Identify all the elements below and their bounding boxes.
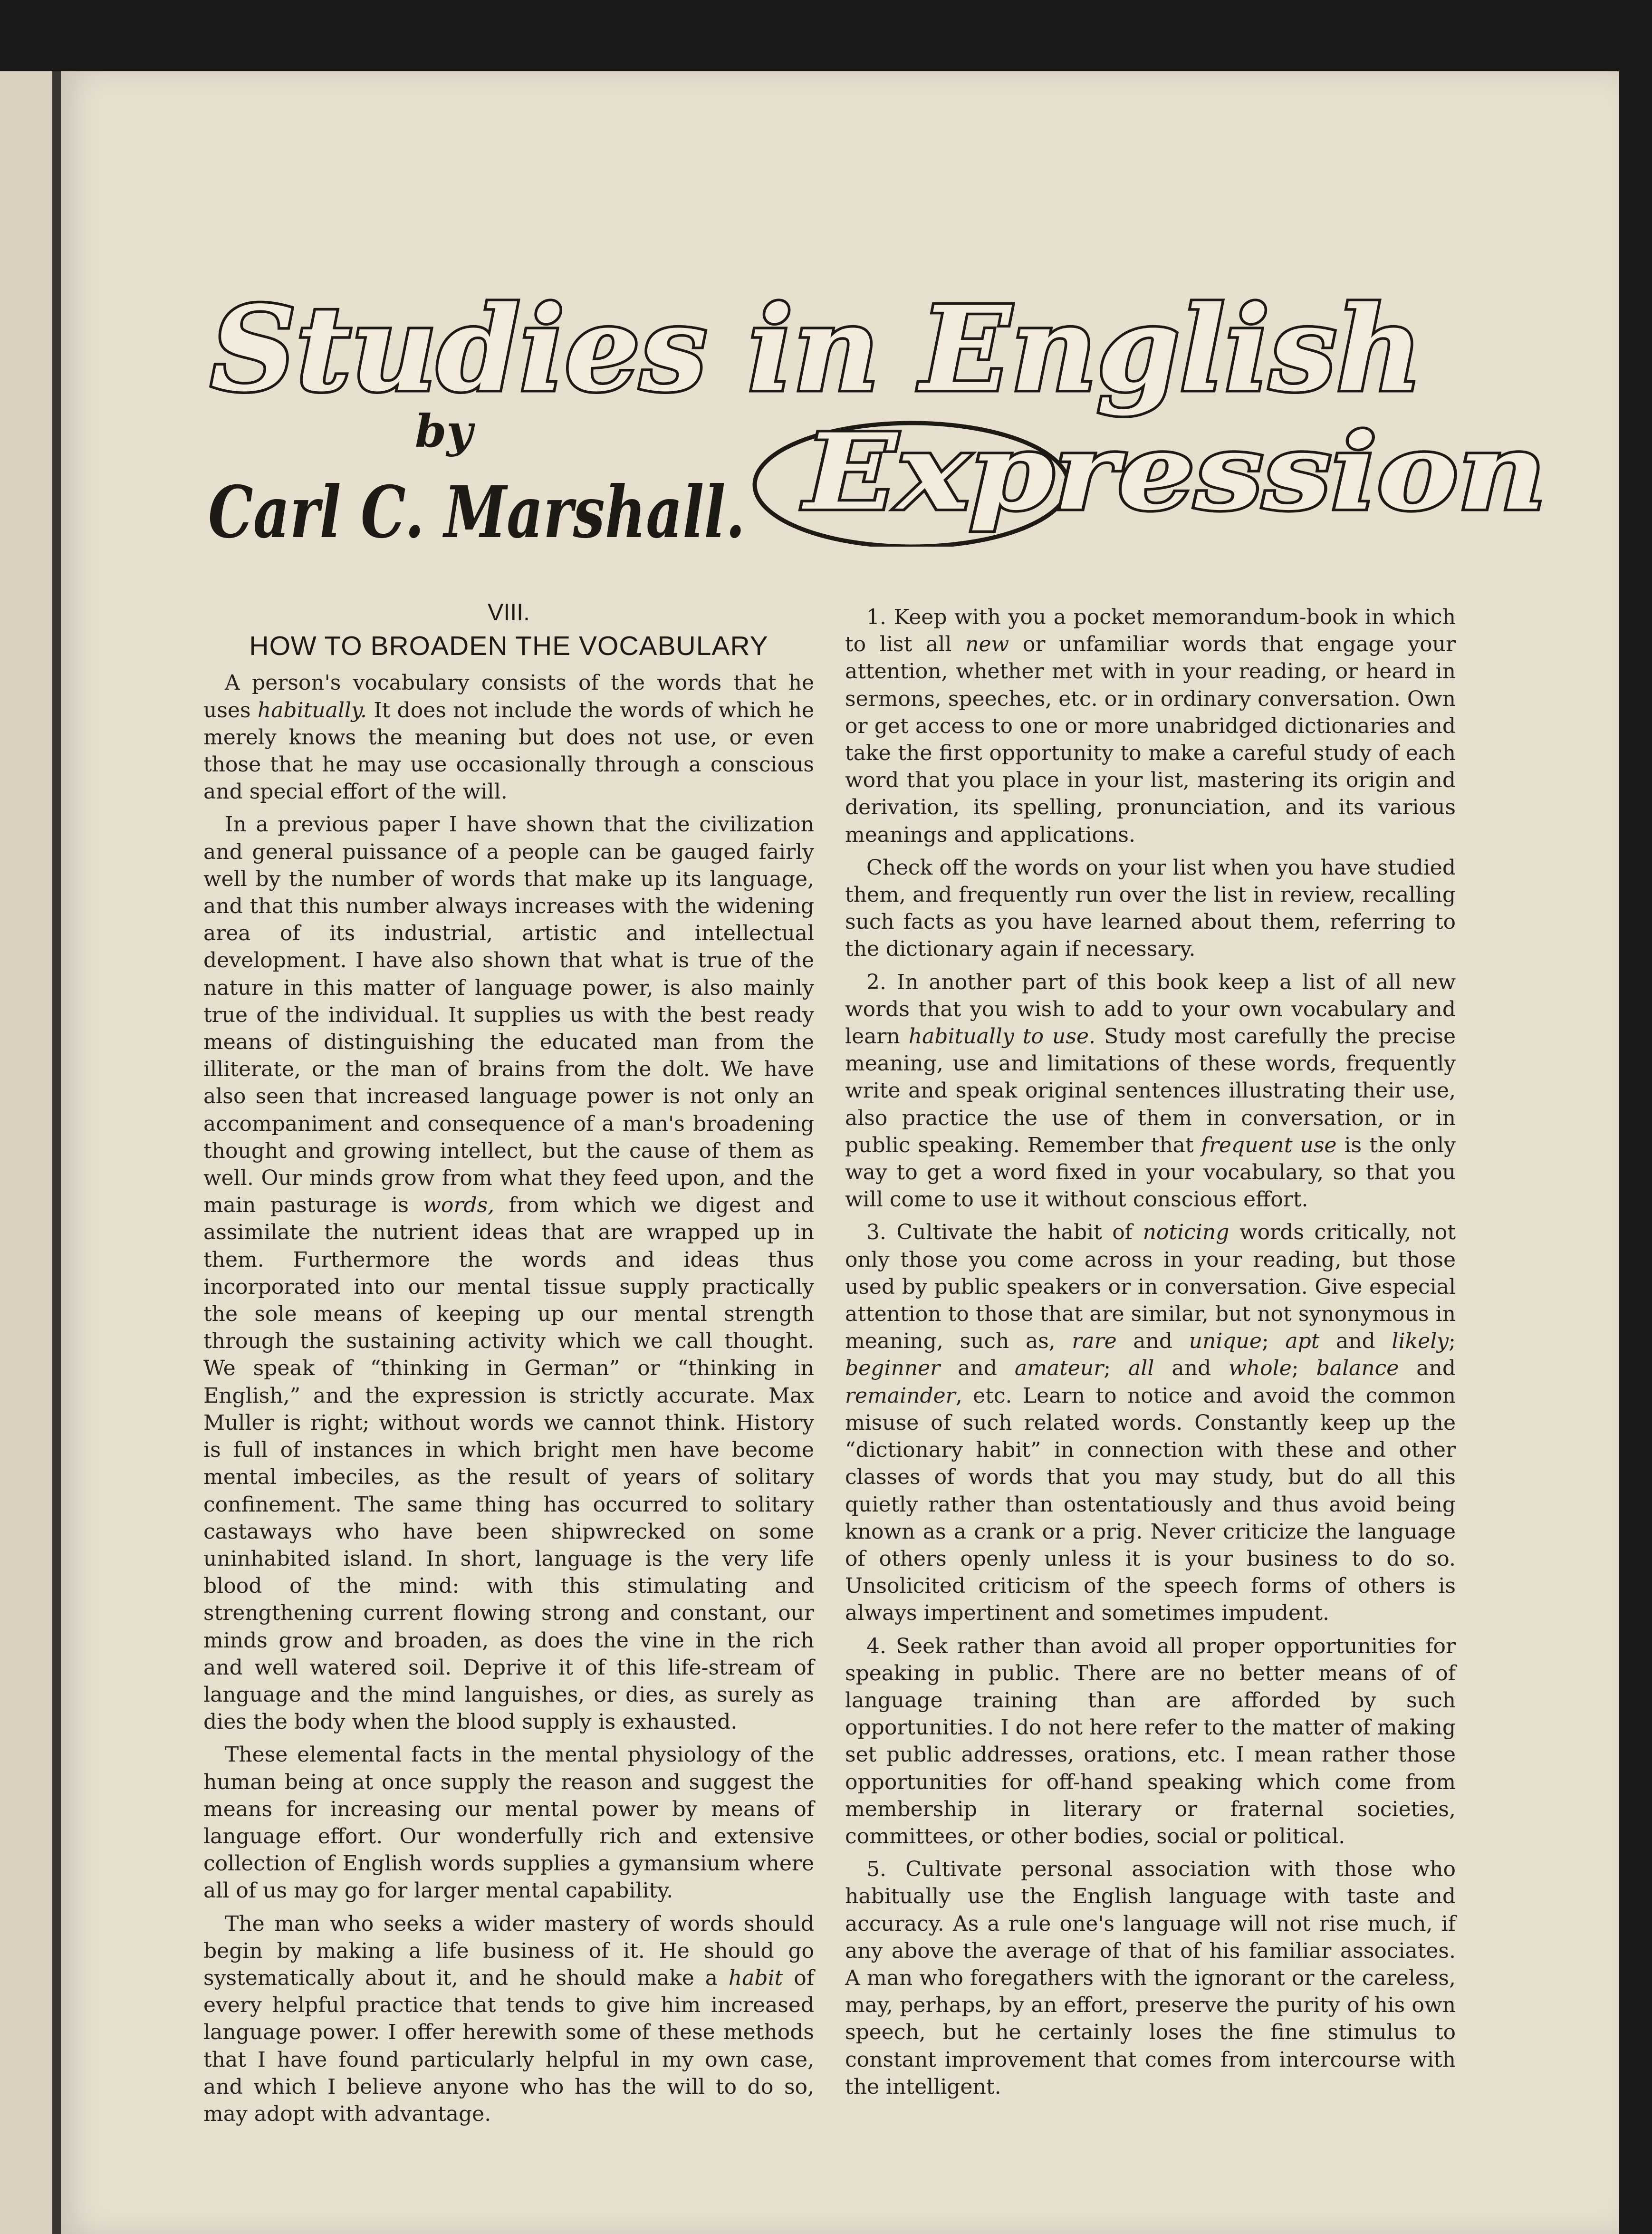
title-line-2: Expression [801,410,1546,533]
book-gutter [52,71,61,2234]
italic-text: habit [728,1965,783,1990]
previous-page-edge [0,71,52,2234]
italic-text: whole [1229,1356,1292,1381]
italic-text: habitually to use. [908,1024,1095,1049]
section-number: VIII. [488,599,530,626]
paragraph [845,1856,1456,2100]
text-run: These elemental facts in the mental physiology of the human being at once supply the reason and suggest the means for increasing our mental power by means of language effort. Our wonderfully rich and extensive collection of English words supplies a gymansium where all of us may go for larger mental capability. [203,1743,814,1903]
italic-text: new [965,632,1009,657]
text-run: and [1154,1356,1229,1381]
italic-text: rare [1072,1329,1117,1354]
paragraph [845,969,1456,1213]
paragraph [203,1741,814,1904]
text-run: and [1319,1329,1392,1354]
italic-text: all [1128,1356,1154,1381]
right-column-body [845,604,1456,2100]
section-title: HOW TO BROADEN THE VOCABULARY [249,631,768,662]
text-run: , etc. Learn to notice and avoid the common misuse of such related words. Constantly keep up the “dictionary habit” in connection with these and other classes of words that you may study, but do all this quietly rather than ostentatiously and thus avoid being known as a crank or a prig. Never criticize the language of others openly unless it is your business to do so. Unsolicited criticism of the speech forms of others is always impertinent and sometimes impudent. [845,1383,1456,1626]
text-run: It does not include the words of which he merely knows the meaning but does not use, or even those that he may use occasionally through a conscious and special effort of the will. [203,698,814,804]
text-run: A person's vocabulary consists of the words that he uses [203,671,814,722]
paragraph [845,1219,1456,1627]
article-title-lettering [61,71,1619,547]
left-column-body [203,669,814,2128]
text-run: In a previous paper I have shown that the civilization and general puissance of a people can be gauged fairly well by the number of words that make up its language, and that this number always increases with the widening area of its industrial, artistic and intellectual development. I have also shown that what is true of the nature in this matter of language power, is also mainly true of the individual. It supplies us with the best ready means of distinguishing the educated man from the illiterate, or the man of brains from the dolt. We have also seen that increased language power is not only an accompaniment and consequence of a man's broadening thought and growing intellect, but the cause of them as well. Our minds grow from what they feed upon, and the main pasturage is [203,812,814,1218]
text-run: or unfamiliar words that engage your attention, whether met with in your reading, or heard in sermons, speeches, etc. or in ordinary conversation. Own or get access to one or more unabridged dictionaries and take the first opportunity to make a careful study of each word that you place in your list, mastering its origin and derivation, its spelling, pronunciation, and its various meanings and applications. [845,632,1456,847]
italic-text: words, [423,1193,495,1218]
byline-by: by [415,405,473,458]
italic-text: noticing [1143,1220,1229,1245]
text-run: words critically, not only those you come across in your reading, but those used by public speakers or in conversation. Give especial attention to those that are similar, but not synonymous in meaning, such as, [845,1220,1456,1354]
byline-author: Carl C. Marshall. [208,471,745,547]
italic-text: apt [1285,1329,1320,1354]
text-run: The man who seeks a wider mastery of words should begin by making a life business of it. He should go systematically about it, and he should make a [203,1911,814,1990]
paragraph [845,854,1456,963]
text-run: Check off the words on your list when you have studied them, and frequently run over the list in review, recalling such facts as you have learned about them, referring to the dictionary again if necessary. [845,855,1456,962]
text-run: ; [1261,1329,1286,1354]
paragraph [203,811,814,1735]
text-run: 1. Keep with you a pocket memorandum-book in which to list all [845,605,1456,657]
text-run: 5. Cultivate personal association with those who habitually use the English language with taste and accuracy. As a rule one's language will not rise much, if any above the average of that of his familiar associates. A man who foregathers with the ignorant or the careless, may, perhaps, by an effort, preserve the purity of his own speech, but he certainly loses the fine stimulus to constant improvement that comes from intercourse with the intelligent. [845,1857,1456,2099]
italic-text: habitually. [257,698,367,722]
italic-text: likely [1392,1329,1449,1354]
text-run: 4. Seek rather than avoid all proper opportunities for speaking in public. There are no better means of of language training than are afforded by such opportunities. I do not here refer to the matter of making set public addresses, orations, etc. I mean rather those opportunities for off-hand speaking which come from membership in literary or fraternal societies, committees, or other bodies, social or political. [845,1634,1456,1849]
right-column [845,604,1456,2106]
text-run: and [940,1356,1015,1381]
text-run: and [1116,1329,1189,1354]
italic-text: balance [1316,1356,1399,1381]
text-run: of every helpful practice that tends to give him increased language power. I offer herewith some of these methods that I have found particularly helpful in my own case, and which I believe anyone who has the will to do so, may adopt with advantage. [203,1965,814,2126]
text-run: from which we digest and assimilate the nutrient ideas that are wrapped up in them. Furthermore the words and ideas thus incorporated into our mental tissue supply practically the sole means of keeping up our mental strength through the sustaining activity which we call thought. We speak of “thinking in German” or “thinking in English,” and the expression is strictly accurate. Max Muller is right; without words we cannot think. History is full of instances in which bright men have become mental imbeciles, as the result of years of solitary confinement. The same thing has occurred to solitary castaways who have been shipwrecked on some uninhabited island. In short, language is the very life blood of the mind: with this stimulating and strengthening current flowing strong and constant, our minds grow and broaden, as does the vine in the rich and well watered soil. Deprive it of this life-stream of language and the mind languishes, or dies, as surely as dies the body when the blood supply is exhausted. [203,1193,814,1734]
paragraph [845,604,1456,848]
text-run: ; [1291,1356,1316,1381]
text-run: Study most carefully the precise meaning, use and limitations of these words, frequently write and speak original sentences illustrating their use, also practice the use of them in conversation, or in public speaking. Remember that [845,1024,1456,1157]
text-run: ; [1104,1356,1129,1381]
text-run: is the only way to get a word fixed in your vocabulary, so that you will come to use it without conscious effort. [845,1133,1456,1212]
text-run: 2. In another part of this book keep a list of all new words that you wish to add to your own vocabulary and learn [845,970,1456,1049]
paragraph [203,1910,814,2128]
italic-text: remainder [845,1383,956,1408]
text-run: 3. Cultivate the habit of [866,1220,1143,1245]
italic-text: beginner [845,1356,941,1381]
text-run: ; [1449,1329,1456,1354]
title-line-1: Studies in English [211,280,1422,417]
magazine-page [61,71,1619,2234]
left-column [203,599,814,2133]
italic-text: amateur [1014,1356,1104,1381]
italic-text: frequent use [1201,1133,1337,1157]
text-run: and [1399,1356,1456,1381]
paragraph [203,669,814,805]
italic-text: unique [1189,1329,1262,1354]
paragraph [845,1633,1456,1850]
